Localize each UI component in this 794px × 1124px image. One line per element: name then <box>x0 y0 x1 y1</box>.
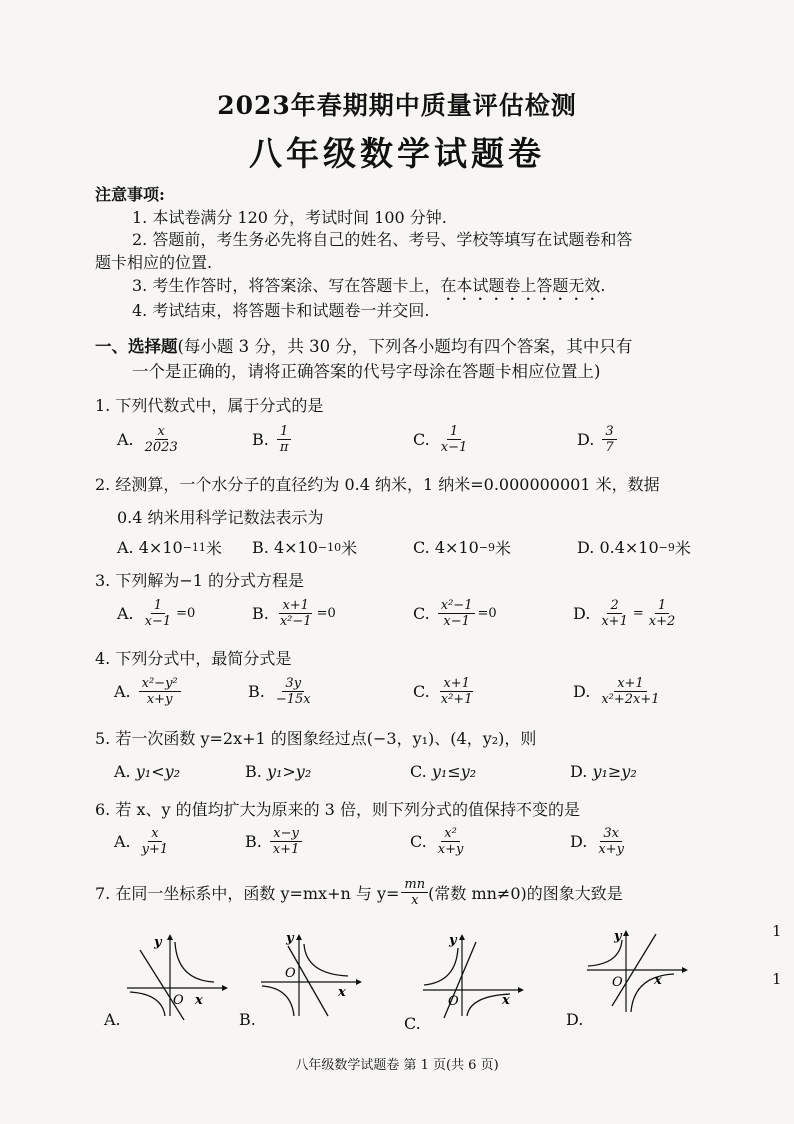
q7-a-x-arrow <box>222 985 228 991</box>
q7-c-origin-label: O <box>448 994 459 1009</box>
q3-option-a <box>117 598 195 629</box>
q7-option-b-label: B. <box>239 1010 256 1029</box>
q5-b-text: y₁>y₂ <box>266 762 312 781</box>
q1-option-a-label: A. <box>117 430 134 449</box>
q7-b-x-arrow <box>356 979 362 985</box>
q5-option-c <box>410 762 476 781</box>
q4-c-label: C. <box>413 682 430 701</box>
q7-stem-fraction <box>401 877 428 908</box>
q7-frac-den: x <box>411 893 419 908</box>
q3-b-fraction <box>277 598 315 629</box>
q7-graph-b <box>256 930 366 1020</box>
q1-option-d <box>577 424 617 455</box>
q3-d-den2: x+2 <box>648 614 676 629</box>
q3-a-rhs: =0 <box>176 606 196 621</box>
q3-c-den: x−1 <box>443 614 470 629</box>
q1-option-b <box>252 424 291 455</box>
q6-b-den: x+1 <box>272 842 300 857</box>
q5-a-label: A. <box>114 762 131 781</box>
q7-c-x-arrow <box>518 987 524 993</box>
q7-b-line <box>288 946 328 1016</box>
q2-b-label: B. <box>252 538 269 557</box>
q1-stem: 1. 下列代数式中，属于分式的是 <box>95 396 324 415</box>
q2-c-unit: 米 <box>495 539 512 558</box>
q2-a-exp: −11 <box>182 541 206 554</box>
q7-graph-a <box>122 930 232 1020</box>
q6-d-den: x+y <box>598 842 624 857</box>
margin-mark-2: 1 <box>772 970 782 988</box>
q1-option-c-fraction <box>438 424 471 455</box>
q2-a-unit: 米 <box>205 539 222 558</box>
q2-d-base: 0.4×10 <box>599 538 659 557</box>
q7-c-y-arrow <box>459 934 465 940</box>
q7-a-line <box>140 950 184 1020</box>
q6-option-b <box>245 826 302 857</box>
q2-a-label: A. <box>117 538 134 557</box>
q3-option-c <box>413 598 497 629</box>
q5-d-label: D. <box>570 762 588 781</box>
q6-a-num: x <box>148 826 161 842</box>
q2-option-d <box>577 536 691 559</box>
q3-b-den: x²−1 <box>279 614 312 629</box>
q4-a-fraction <box>139 676 181 707</box>
q6-a-den: y+1 <box>141 842 169 857</box>
q4-option-a <box>114 676 181 707</box>
q7-b-origin-label: O <box>285 966 296 981</box>
q3-d-den: x+1 <box>601 614 628 629</box>
q3-c-fraction <box>438 598 476 629</box>
q4-c-num: x+1 <box>440 676 473 692</box>
q6-option-c <box>410 826 466 857</box>
q7-a-origin-label: O <box>173 993 184 1008</box>
q7-a-hyperbola-branch-2 <box>130 992 165 1016</box>
q6-b-label: B. <box>245 832 262 851</box>
q1-option-a <box>117 424 181 455</box>
q3-stem: 3. 下列解为−1 的分式方程是 <box>95 571 305 590</box>
q7-d-y-arrow <box>623 930 629 936</box>
q1-c-den: x−1 <box>440 440 468 455</box>
q4-b-label: B. <box>248 682 265 701</box>
q3-b-num: x+1 <box>279 598 312 614</box>
q7-b-hyperbola-branch-2 <box>262 986 294 1016</box>
q7-b-x-label: x <box>338 985 346 1000</box>
q1-option-b-label: B. <box>252 430 269 449</box>
q1-option-d-fraction <box>602 424 616 455</box>
q2-option-b <box>252 536 357 559</box>
q4-b-fraction <box>273 676 314 707</box>
q7-a-x-label: x <box>195 993 203 1008</box>
section1-heading-line2: 一个是正确的，请将正确答案的代号字母涂在答题卡相应位置上) <box>132 362 601 381</box>
q7-option-a-label: A. <box>104 1010 121 1029</box>
q2-c-base: 4×10 <box>434 538 479 557</box>
q2-a-base: 4×10 <box>138 538 183 557</box>
q4-d-label: D. <box>573 682 591 701</box>
q2-d-label: D. <box>577 538 595 557</box>
q4-stem: 4. 下列分式中，最简分式是 <box>95 649 292 668</box>
q6-c-fraction <box>435 826 467 857</box>
q1-c-num: 1 <box>447 424 461 440</box>
q2-b-unit: 米 <box>341 539 358 558</box>
q3-d-num2: 1 <box>655 598 669 614</box>
q2-b-exp: −10 <box>317 541 342 554</box>
q6-option-d <box>570 826 627 857</box>
q3-b-rhs: =0 <box>316 606 336 621</box>
q5-b-label: B. <box>245 762 262 781</box>
section1-heading <box>95 333 632 357</box>
q7-d-x-label: x <box>654 973 662 988</box>
q4-option-b <box>248 676 314 707</box>
q5-option-d <box>570 762 637 781</box>
notice-item-2-line2: 题卡相应的位置. <box>95 253 213 272</box>
q2-b-base: 4×10 <box>273 538 318 557</box>
q3-a-label: A. <box>117 604 134 623</box>
q3-d-fraction-1 <box>598 598 631 629</box>
q6-a-label: A. <box>114 832 131 851</box>
q4-a-label: A. <box>114 682 131 701</box>
q7-d-hyperbola-branch-2 <box>631 974 674 1012</box>
notice-item-1: 1. 本试卷满分 120 分，考试时间 100 分钟. <box>132 208 447 227</box>
q2-option-c <box>413 536 511 559</box>
q3-c-label: C. <box>413 604 430 623</box>
q6-d-num: 3x <box>600 826 622 842</box>
q3-a-num: 1 <box>151 598 165 614</box>
q3-c-rhs: =0 <box>477 606 497 621</box>
q1-option-c <box>413 424 470 455</box>
q7-c-y-label: y <box>449 933 457 948</box>
q1-option-c-label: C. <box>413 430 430 449</box>
q7-b-y-arrow <box>296 934 302 940</box>
q4-b-den: −15x <box>275 692 311 707</box>
q5-a-text: y₁<y₂ <box>135 762 181 781</box>
q7-d-origin-label: O <box>612 975 623 990</box>
notice-item-3-emphasis: 在本试题卷上答题无效 <box>440 276 601 295</box>
q5-d-text: y₁≥y₂ <box>592 762 637 781</box>
q6-d-label: D. <box>570 832 588 851</box>
q7-stem-suffix: (常数 mn≠0)的图象大致是 <box>428 884 623 903</box>
q6-d-fraction <box>595 826 627 857</box>
q4-d-fraction <box>598 676 662 707</box>
q6-a-fraction <box>139 826 172 857</box>
section1-heading-bold: 一、选择题 <box>95 337 178 356</box>
q2-option-a <box>117 536 222 559</box>
q3-a-fraction <box>142 598 175 629</box>
q1-d-num: 3 <box>602 424 616 440</box>
q7-stem-prefix: 7. 在同一坐标系中，函数 y=mx+n 与 y= <box>95 884 400 903</box>
notice-item-3-suffix: . <box>600 276 606 295</box>
q3-d-num: 2 <box>607 598 621 614</box>
exam-title-line1: 2023年春期期中质量评估检测 <box>217 91 577 120</box>
q7-a-y-label: y <box>154 935 162 950</box>
q4-option-c <box>413 676 475 707</box>
q3-a-den: x−1 <box>144 614 172 629</box>
q4-d-den: x²+2x+1 <box>601 692 660 707</box>
notice-item-2-line1: 2. 答题前，考生务必先将自己的姓名、考号、学校等填写在试题卷和答 <box>132 230 633 249</box>
q7-a-y-arrow <box>167 934 173 940</box>
q1-option-d-label: D. <box>577 430 595 449</box>
q4-c-fraction <box>438 676 476 707</box>
q2-stem-line2: 0.4 纳米用科学记数法表示为 <box>117 508 324 527</box>
exam-title-line2: 八年级数学试题卷 <box>249 134 545 173</box>
q6-c-label: C. <box>410 832 427 851</box>
q1-b-den: π <box>279 440 289 455</box>
q1-d-den: 7 <box>605 440 614 455</box>
q2-d-exp: −9 <box>658 541 675 554</box>
q4-a-den: x+y <box>146 692 173 707</box>
q3-c-num: x²−1 <box>438 598 476 614</box>
q7-b-y-label: y <box>286 931 294 946</box>
q7-option-c-label: C. <box>404 1014 421 1033</box>
q3-option-d <box>573 598 678 629</box>
q2-stem-line1: 2. 经测算，一个水分子的直径约为 0.4 纳米，1 纳米=0.000000001 米，数据 <box>95 475 660 494</box>
q4-d-num: x+1 <box>614 676 647 692</box>
q6-c-den: x+y <box>437 842 464 857</box>
q3-b-label: B. <box>252 604 269 623</box>
q7-graph-c <box>418 930 528 1020</box>
q3-d-label: D. <box>573 604 591 623</box>
q4-b-num: 3y <box>282 676 304 692</box>
q6-b-num: x−y <box>270 826 302 842</box>
q6-stem: 6. 若 x、y 的值均扩大为原来的 3 倍，则下列分式的值保持不变的是 <box>95 800 580 819</box>
q7-c-x-label: x <box>502 993 510 1008</box>
q7-d-x-arrow <box>682 967 688 973</box>
q1-a-num: x <box>155 424 168 440</box>
q7-graph-d <box>582 926 692 1016</box>
notice-item-4: 4. 考试结束，将答题卡和试题卷一并交回. <box>132 301 430 320</box>
q5-option-b <box>245 762 311 781</box>
q7-option-d-label: D. <box>566 1010 584 1029</box>
q1-a-den: 2023 <box>144 440 178 455</box>
q6-c-num: x² <box>441 826 460 842</box>
q6-b-fraction <box>270 826 303 857</box>
q4-c-den: x²+1 <box>440 692 473 707</box>
q7-frac-num: mn <box>401 877 428 893</box>
notice-item-3-prefix: 3. 考生作答时，将答案涂、写在答题卡上， <box>132 276 441 295</box>
q3-d-fraction-2 <box>646 598 679 629</box>
q1-option-a-fraction <box>142 424 181 455</box>
q7-a-hyperbola-branch-1 <box>175 942 214 982</box>
q2-c-exp: −9 <box>478 541 496 554</box>
q1-option-b-fraction <box>277 424 292 455</box>
q7-d-y-label: y <box>614 929 622 944</box>
q3-d-equals: = <box>632 606 644 621</box>
q4-option-d <box>573 676 663 707</box>
q5-c-label: C. <box>410 762 427 781</box>
page-footer: 八年级数学试题卷 第 1 页(共 6 页) <box>295 1058 499 1073</box>
q3-option-b <box>252 598 336 629</box>
section1-heading-rest: (每小题 3 分，共 30 分，下列各小题均有四个答案，其中只有 <box>177 337 633 356</box>
q7-stem <box>95 877 623 908</box>
q6-option-a <box>114 826 171 857</box>
q4-a-num: x²−y² <box>139 676 181 692</box>
q5-option-a <box>114 762 180 781</box>
notice-heading: 注意事项: <box>95 185 165 204</box>
margin-mark-1: 1 <box>772 922 782 940</box>
q2-d-unit: 米 <box>674 539 691 558</box>
q1-b-num: 1 <box>277 424 291 440</box>
q7-b-hyperbola-branch-1 <box>304 944 348 976</box>
q5-c-text: y₁≤y₂ <box>431 762 477 781</box>
q2-c-label: C. <box>413 538 430 557</box>
q5-stem: 5. 若一次函数 y=2x+1 的图象经过点(−3，y₁)、(4，y₂)，则 <box>95 729 537 748</box>
q7-c-hyperbola-branch-1 <box>424 948 458 985</box>
